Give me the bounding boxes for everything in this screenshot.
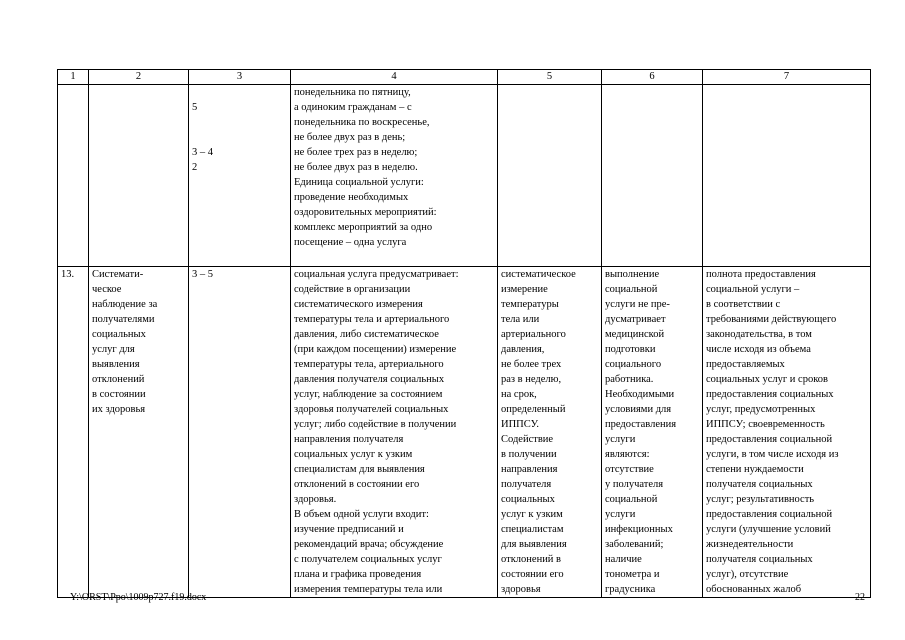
cell-text-line: полнота предоставления [706, 269, 816, 280]
cell-text-line: отклонений в [501, 554, 562, 565]
cell-text-line: социальных [501, 494, 555, 505]
cell-text-line: наличие [605, 554, 642, 565]
cell-text-line: измерение [501, 284, 548, 295]
column-number-7: 7 [703, 70, 871, 85]
cell-text-line: социальных услуг и сроков [706, 374, 828, 385]
cell-text-line: услуги не пре- [605, 299, 670, 310]
cell-text-line: заболеваний; [605, 539, 664, 550]
column-number-3: 3 [189, 70, 291, 85]
cell-text-line: специалистам для выявления [294, 464, 425, 475]
cell-text-line: здоровья получателей социальных [294, 404, 449, 415]
cell-text-line: оздоровительных мероприятий: [294, 207, 437, 218]
cell-text-line: измерения температуры тела или [294, 584, 443, 595]
cell-text-line: в состоянии [92, 389, 146, 400]
cell-text-line: у получателя [605, 479, 664, 490]
cell-text-line: Единица социальной услуги: [294, 177, 424, 188]
cell-text-line: Необходимыми [605, 389, 675, 400]
service-volume-cell [498, 267, 602, 598]
cell-text-line: инфекционных [605, 524, 673, 535]
cell-text-line: 2 [192, 162, 198, 173]
cell-text-line: не более двух раз в день; [294, 132, 406, 143]
cell-text-line: услуг), отсутствие [706, 569, 789, 580]
service-description-cell [291, 267, 498, 598]
cell-text-line: работника. [605, 374, 654, 385]
row-number-cell [58, 85, 89, 267]
cell-text-line: градусника [605, 584, 656, 595]
cell-text-line: не более трех раз в неделю; [294, 147, 418, 158]
cell-text-line: 3 – 5 [192, 269, 213, 280]
service-code-cell [189, 85, 291, 267]
service-volume-cell [498, 85, 602, 267]
cell-text-line: социальных [92, 329, 146, 340]
cell-text-line: не более трех [501, 359, 562, 370]
cell-text-line: услуг; либо содействие в получении [294, 419, 457, 430]
column-number-4: 4 [291, 70, 498, 85]
cell-text-line: комплекс мероприятий за одно [294, 222, 433, 233]
cell-text-line: а одиноким гражданам – с [294, 102, 412, 113]
service-conditions-cell [602, 267, 703, 598]
service-quality-cell [703, 267, 871, 598]
column-number-6: 6 [602, 70, 703, 85]
row-number-cell: 13. [58, 267, 89, 598]
cell-text-line: здоровья. [294, 494, 337, 505]
cell-text-line: социальной [605, 494, 658, 505]
cell-text-line: проведение необходимых [294, 192, 409, 203]
cell-text-line: тонометра и [605, 569, 660, 580]
cell-text-line: Содействие [501, 434, 554, 445]
cell-text-line: предоставления социальной [706, 509, 833, 520]
cell-text-line: услуги [605, 509, 636, 520]
cell-text-line: социальная услуга предусматривает: [294, 269, 459, 280]
cell-text-line: здоровья [501, 584, 541, 595]
cell-text-line: отклонений [92, 374, 145, 385]
cell-text-line: получателя социальных [706, 554, 813, 565]
column-number-5: 5 [498, 70, 602, 85]
cell-text-line: В объем одной услуги входит: [294, 509, 429, 520]
cell-text-line: услуги (улучшение условий [706, 524, 831, 535]
cell-text-line: подготовки [605, 344, 656, 355]
service-description-cell [291, 85, 498, 267]
cell-text-line: ческое [92, 284, 122, 295]
cell-text-line: определенный [501, 404, 566, 415]
column-number-2: 2 [89, 70, 189, 85]
cell-text-line: жизнедеятельности [706, 539, 794, 550]
cell-text-line: обоснованных жалоб [706, 584, 802, 595]
cell-text-line [192, 130, 287, 145]
cell-text-line: предоставления социальных [706, 389, 834, 400]
cell-text-line [192, 115, 287, 130]
cell-text-line: посещение – одна услуга [294, 237, 407, 248]
cell-text-line: температуры [501, 299, 559, 310]
cell-text-line: с получателем социальных услуг [294, 554, 442, 565]
cell-text-line: содействие в организации [294, 284, 411, 295]
cell-text-line: ИППСУ; своевременность [706, 419, 825, 430]
cell-text-line: дусматривает [605, 314, 666, 325]
cell-text-line: их здоровья [92, 404, 146, 415]
cell-text-line: услуг к узким [501, 509, 563, 520]
cell-text-line: давления получателя социальных [294, 374, 445, 385]
cell-text-line: являются: [605, 449, 650, 460]
cell-text-line: специалистам [501, 524, 564, 535]
cell-text-line: тела или [501, 314, 540, 325]
service-code-cell [189, 267, 291, 598]
cell-text-line: получателя социальных [706, 479, 813, 490]
service-name-cell [89, 85, 189, 267]
cell-text-line: предоставления [605, 419, 677, 430]
cell-text-line: услуги [605, 434, 636, 445]
cell-text-line: Системати- [92, 269, 144, 280]
page-number: 22 [855, 592, 865, 603]
cell-text-line: понедельника по пятницу, [294, 87, 411, 98]
cell-text-line: на срок, [501, 389, 537, 400]
services-table [57, 69, 871, 598]
cell-text-line: выявления [92, 359, 140, 370]
cell-text-line: раз в неделю, [501, 374, 562, 385]
cell-text-line: рекомендаций врача; обсуждение [294, 539, 444, 550]
cell-text-line: не более двух раз в неделю. [294, 162, 418, 173]
cell-text-line: степени нуждаемости [706, 464, 804, 475]
cell-text-line: направления получателя [294, 434, 404, 445]
column-number-1: 1 [58, 70, 89, 85]
cell-text-line: предоставляемых [706, 359, 785, 370]
cell-text-line: в получении [501, 449, 557, 460]
cell-text-line: услуг, наблюдение за состоянием [294, 389, 443, 400]
cell-text-line: в соответствии с [706, 299, 781, 310]
cell-text-line: условиями для [605, 404, 672, 415]
cell-text-line: артериального [501, 329, 566, 340]
column-number-header-row [58, 70, 871, 85]
cell-text-line: отклонений в состоянии его [294, 479, 420, 490]
cell-text-line: систематического измерения [294, 299, 423, 310]
cell-text-line: состоянии его [501, 569, 564, 580]
cell-text-line: плана и графика проведения [294, 569, 422, 580]
cell-text-line: социального [605, 359, 662, 370]
cell-text-line: услуг для [92, 344, 135, 355]
cell-text-line: числе исходя из объема [706, 344, 811, 355]
cell-text-line: 3 – 4 [192, 147, 213, 158]
cell-text-line: получателя [501, 479, 552, 490]
cell-text-line: направления [501, 464, 558, 475]
cell-text-line: предоставления социальной [706, 434, 833, 445]
cell-text-line: услуг, предусмотренных [706, 404, 816, 415]
cell-text-line: понедельника по воскресенье, [294, 117, 430, 128]
cell-text-line: отсутствие [605, 464, 654, 475]
cell-text-line: изучение предписаний и [294, 524, 404, 535]
cell-text-line: давления, [501, 344, 545, 355]
cell-text-line: наблюдение за [92, 299, 158, 310]
cell-text-line: услуги, в том числе исходя из [706, 449, 839, 460]
table-row-continued [58, 85, 871, 267]
cell-text-line: температуры тела, артериального [294, 359, 444, 370]
table-row-13 [58, 267, 871, 598]
document-path: Y:\ORST\Ppo\1009p727.f19.docx [70, 592, 207, 603]
cell-text-line: требованиями действующего [706, 314, 837, 325]
cell-text-line: выполнение [605, 269, 660, 280]
cell-text-line: для выявления [501, 539, 567, 550]
cell-text-line: медицинской [605, 329, 665, 340]
service-name-cell [89, 267, 189, 598]
cell-text-line [192, 85, 287, 100]
service-quality-cell [703, 85, 871, 267]
service-conditions-cell [602, 85, 703, 267]
cell-text-line: законодательства, в том [706, 329, 812, 340]
cell-text-line: получателями [92, 314, 155, 325]
cell-text-line: систематическое [501, 269, 576, 280]
cell-text-line: услуг; результативность [706, 494, 815, 505]
cell-text-line: социальной услуги – [706, 284, 800, 295]
cell-text-line: социальной [605, 284, 658, 295]
cell-text-line: 5 [192, 102, 198, 113]
cell-text-line: (при каждом посещении) измерение [294, 344, 457, 355]
cell-text-line: социальных услуг к узким [294, 449, 413, 460]
cell-text-line: ИППСУ. [501, 419, 539, 430]
cell-text-line: давления, либо систематическое [294, 329, 439, 340]
cell-text-line: температуры тела и артериального [294, 314, 450, 325]
